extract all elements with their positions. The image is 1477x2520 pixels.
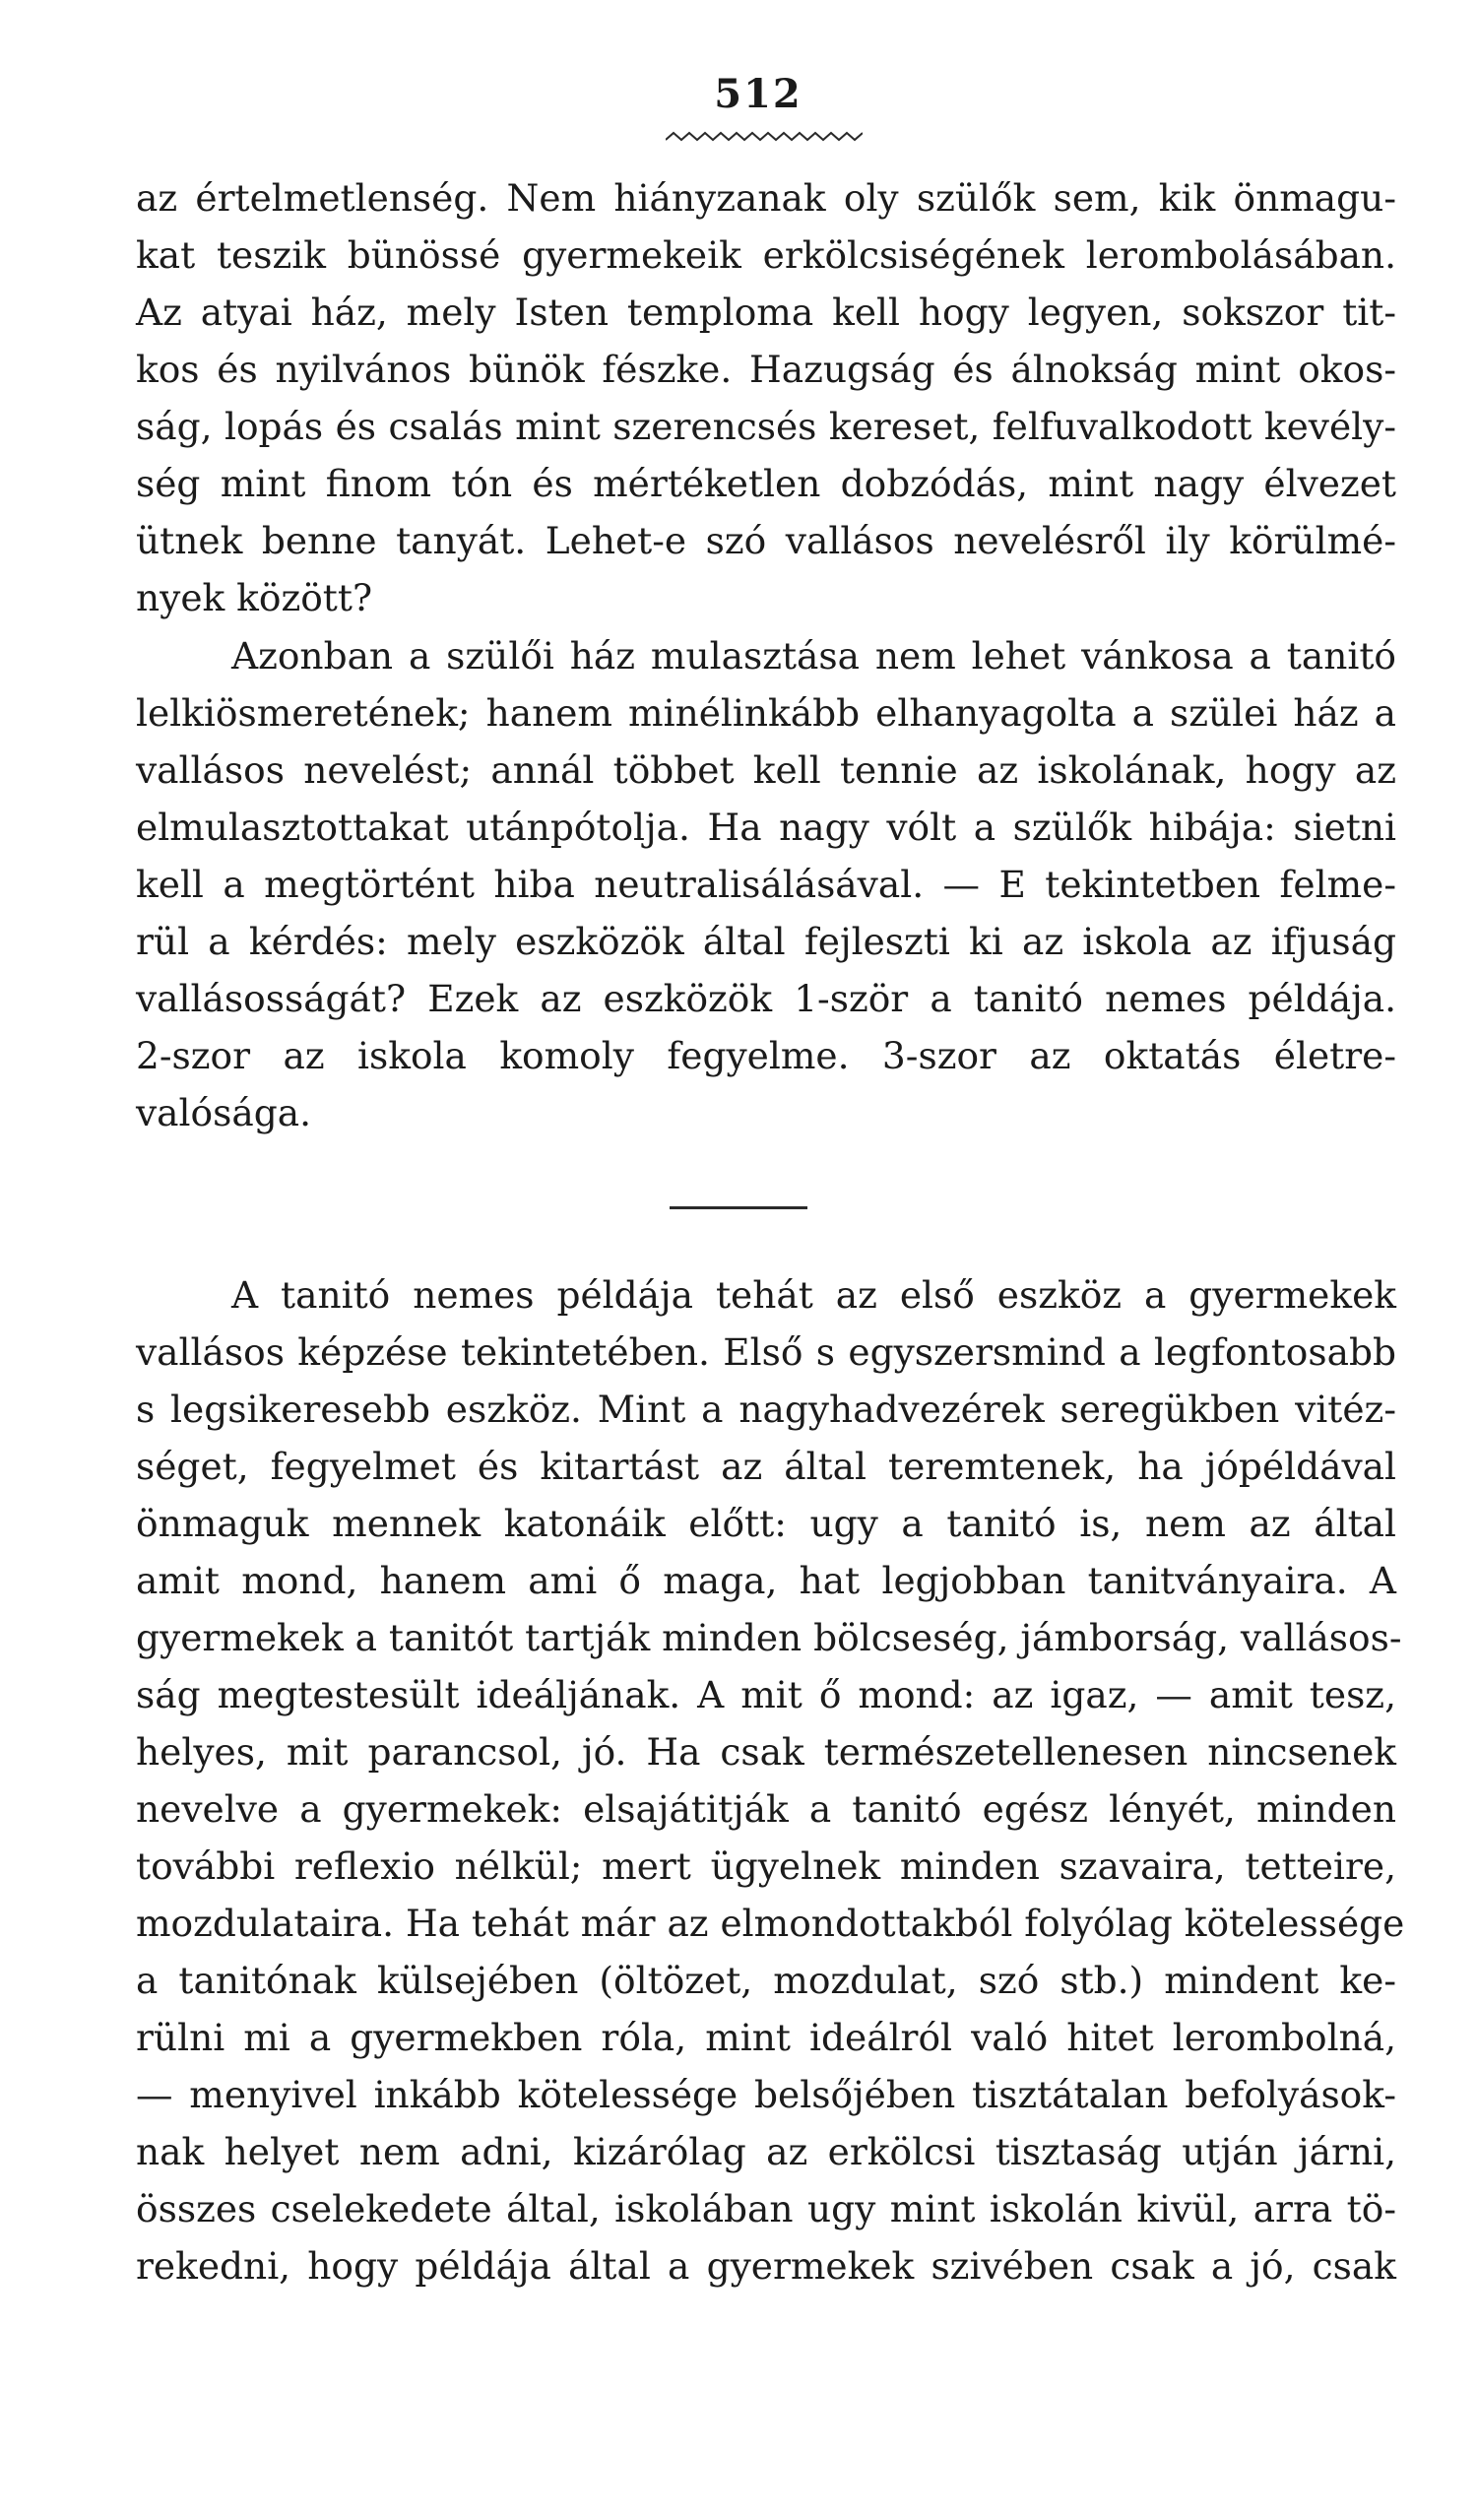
text-line: önmaguk mennek katonáik előtt: ugy a tanitó is, nem az által (136, 1502, 1396, 1545)
text-line: mozdulataira. Ha tehát már az elmondottakból folyólag kötelessége (136, 1902, 1405, 1945)
text-line: ság megtestesült ideáljának. A mit ő mond: az igaz, — amit tesz, (136, 1673, 1396, 1716)
text-line: ság, lopás és csalás mint szerencsés kereset, felfuvalkodott kevély- (136, 405, 1396, 448)
text-line: rülni mi a gyermekben róla, mint ideálról való hitet lerombolná, (136, 2016, 1396, 2059)
text-line: Azonban a szülői ház mulasztása nem lehet vánkosa a tanitó (231, 634, 1396, 678)
text-line: a tanitónak külsejében (öltözet, mozdulat, szó stb.) mindent ke- (136, 1959, 1396, 2002)
text-line: 2-szor az iskola komoly fegyelme. 3-szor az oktatás életre- (136, 1034, 1396, 1077)
text-line: rekedni, hogy példája által a gyermekek szivében csak a jó, csak (136, 2244, 1396, 2288)
text-line: lelkiösmeretének; hanem minélinkább elhanyagolta a szülei ház a (136, 691, 1396, 735)
text-line: Az atyai ház, mely Isten temploma kell hogy legyen, sokszor tit- (136, 291, 1396, 334)
text-line: kat teszik bünössé gyermekeik erkölcsiségének lerombolásában. (136, 233, 1396, 277)
text-line: ütnek benne tanyát. Lehet-e szó vallásos nevelésről ily körülmé- (136, 519, 1396, 562)
text-line: összes cselekedete által, iskolában ugy mint iskolán kivül, arra tö- (136, 2187, 1396, 2230)
text-line: valósága. (136, 1091, 311, 1134)
page-number-ornament (666, 130, 863, 144)
text-line: séget, fegyelmet és kitartást az által teremtenek, ha jópéldával (136, 1445, 1396, 1488)
text-line: kos és nyilvános bünök fészke. Hazugság és álnokság mint okos- (136, 348, 1396, 391)
text-line: nyek között? (136, 576, 373, 619)
text-line: vallásos képzése tekintetében. Első s egyszersmind a legfontosabb (136, 1330, 1396, 1374)
text-line: elmulasztottakat utánpótolja. Ha nagy vólt a szülők hibája: sietni (136, 806, 1396, 849)
text-line: amit mond, hanem ami ő maga, hat legjobban tanitványaira. A (136, 1559, 1396, 1602)
text-line: rül a kérdés: mely eszközök által fejleszti ki az iskola az ifjuság (136, 920, 1396, 963)
text-line: vallásosságát? Ezek az eszközök 1-ször a tanitó nemes példája. (136, 977, 1396, 1020)
text-line: ség mint finom tón és mértéketlen dobzódás, mint nagy élvezet (136, 462, 1396, 505)
text-line: s legsikeresebb eszköz. Mint a nagyhadvezérek seregükben vitéz- (136, 1388, 1396, 1431)
text-line: vallásos nevelést; annál többet kell tennie az iskolának, hogy az (136, 748, 1396, 792)
text-line: kell a megtörtént hiba neutralisálásával. — E tekintetben felme- (136, 863, 1396, 906)
text-line: A tanitó nemes példája tehát az első eszköz a gyermekek (231, 1273, 1396, 1317)
text-line: nevelve a gyermekek: elsajátitják a tanitó egész lényét, minden (136, 1787, 1396, 1831)
text-line: további reflexio nélkül; mert ügyelnek minden szavaira, tetteire, (136, 1844, 1396, 1888)
text-line: nak helyet nem adni, kizárólag az erkölcsi tisztaság utján járni, (136, 2130, 1396, 2173)
text-line: az értelmetlenség. Nem hiányzanak oly szülők sem, kik önmagu- (136, 176, 1396, 220)
text-line: — menyivel inkább kötelessége belsőjében tisztátalan befolyások- (136, 2073, 1396, 2116)
text-line: gyermekek a tanitót tartják minden bölcseség, jámborság, vallásos- (136, 1616, 1402, 1659)
text-line: helyes, mit parancsol, jó. Ha csak természetellenesen nincsenek (136, 1730, 1396, 1774)
section-divider (670, 1206, 807, 1209)
page-number: 512 (714, 71, 803, 117)
